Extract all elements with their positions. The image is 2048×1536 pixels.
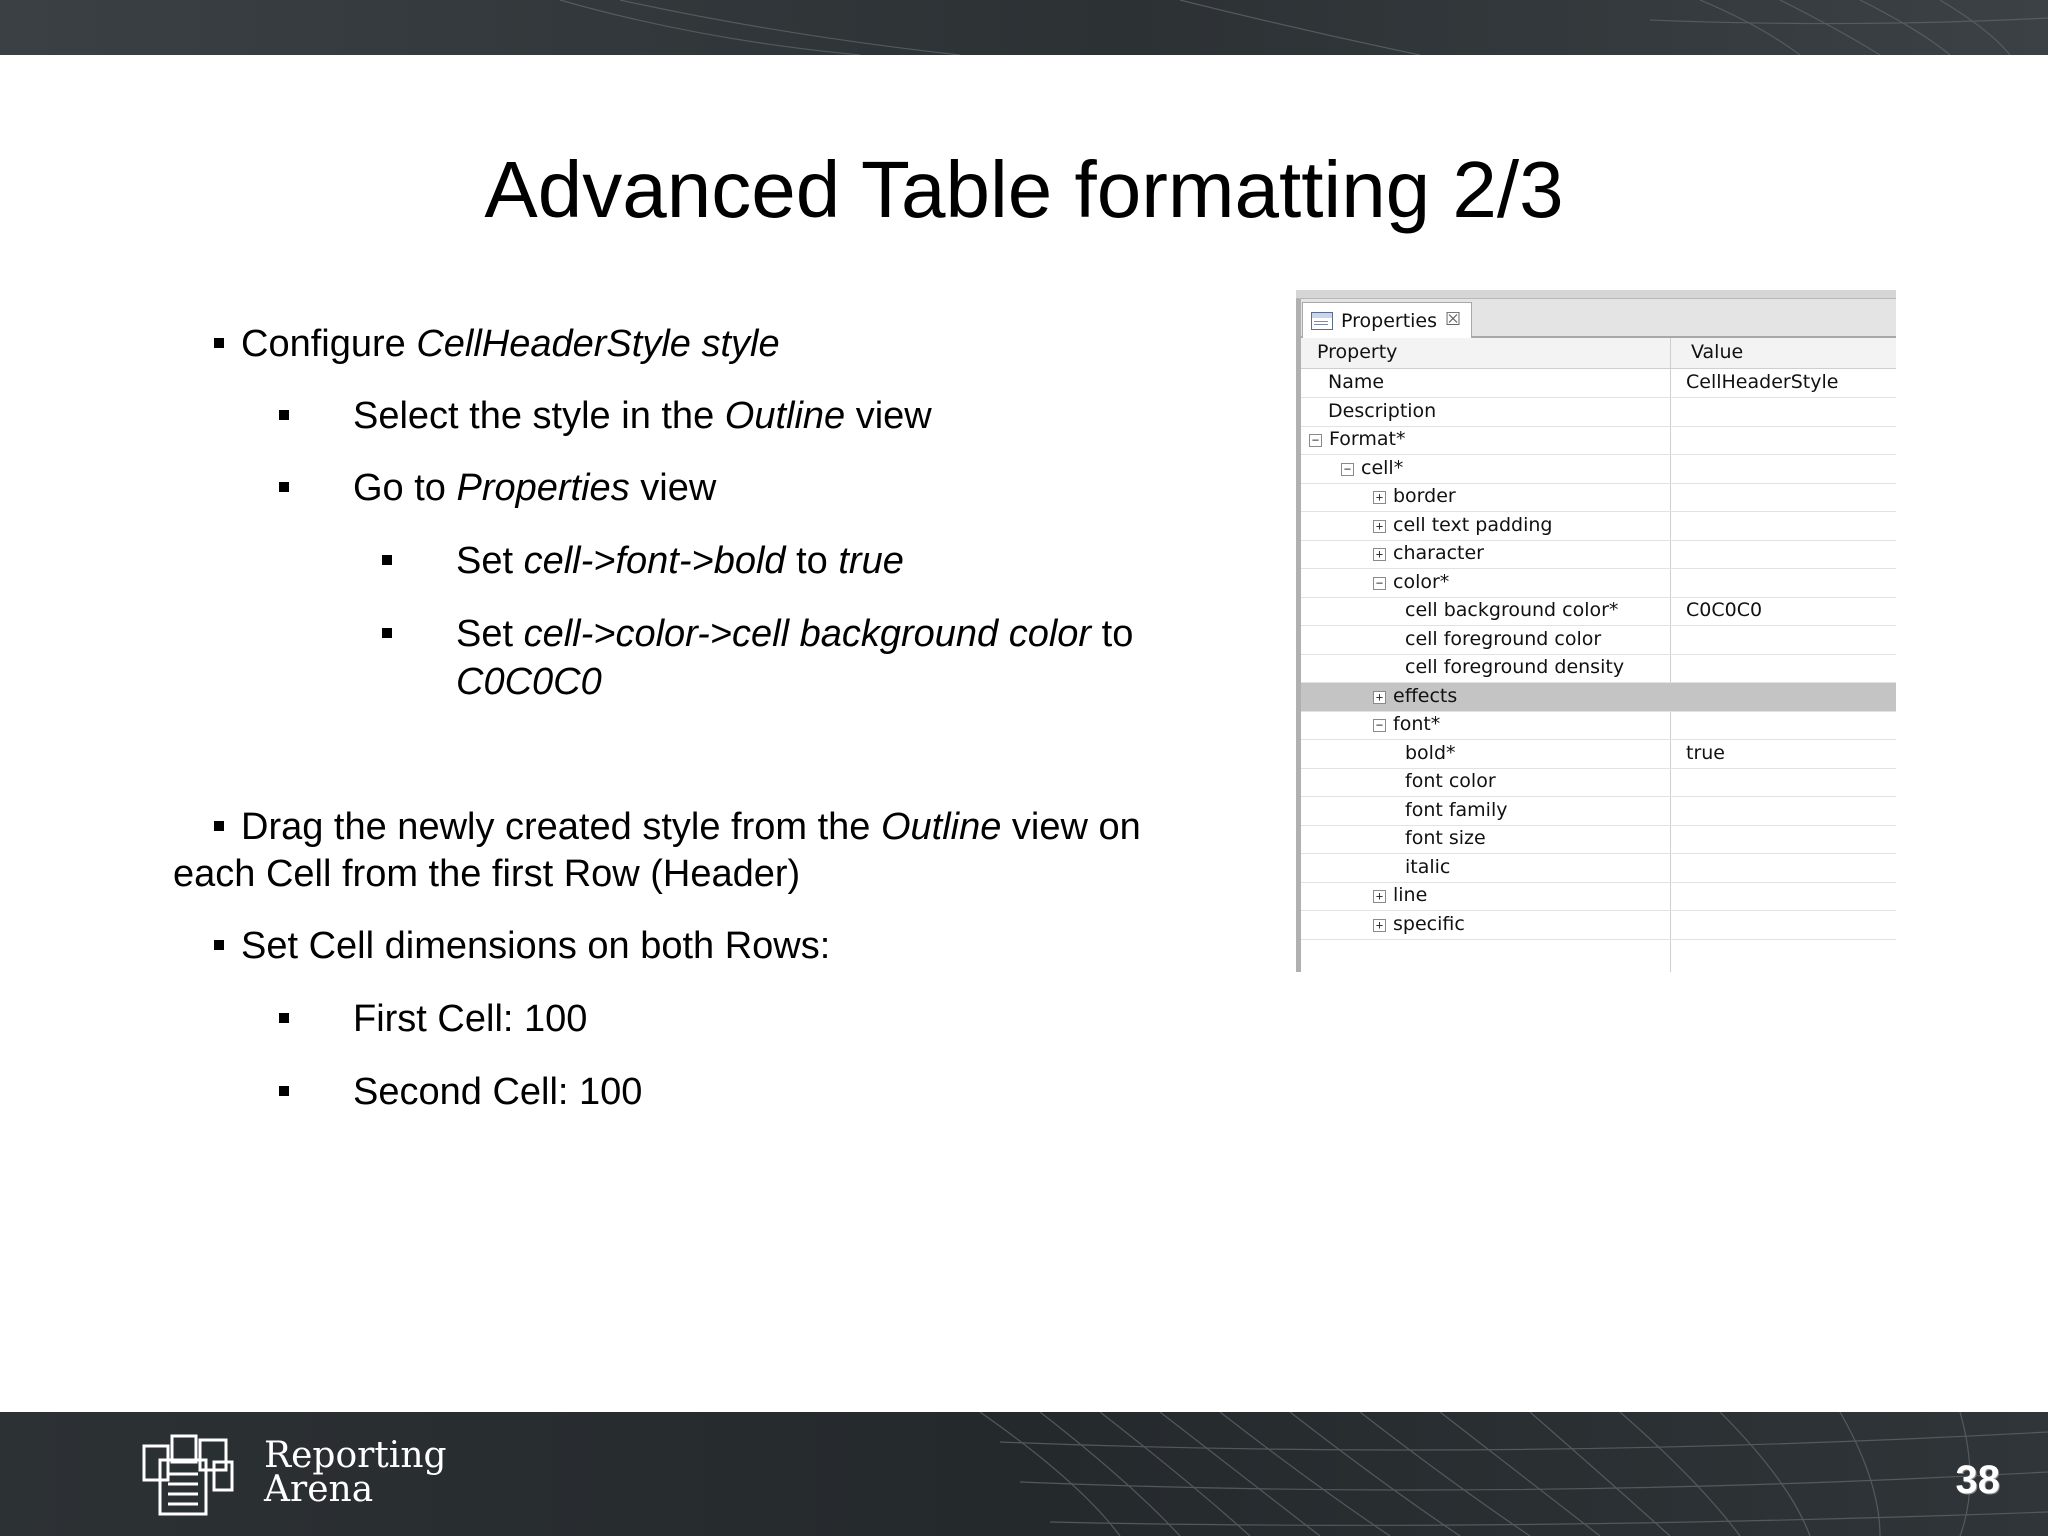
property-row[interactable] — [1301, 540, 1896, 569]
bullet-text: to — [1091, 613, 1134, 655]
expand-icon[interactable]: + — [1373, 548, 1386, 561]
close-icon[interactable]: ☒ — [1445, 309, 1462, 330]
bullet-text: view on — [1001, 806, 1141, 848]
property-row[interactable] — [1301, 825, 1896, 854]
property-name: character — [1393, 542, 1484, 564]
property-name: bold* — [1405, 741, 1456, 764]
bullet-text: Set — [456, 613, 524, 655]
property-name: font color — [1405, 770, 1496, 792]
logo-text-arena: Arena — [264, 1469, 374, 1510]
tab-properties-label: Properties — [1341, 310, 1438, 332]
bullet-first-cell — [353, 995, 587, 1043]
property-row[interactable] — [1301, 483, 1896, 512]
bullet-emphasis: Outline — [880, 806, 1002, 848]
bullet-drag-style — [241, 803, 1141, 851]
bullet-text: to — [785, 540, 839, 582]
bullet-set-background — [456, 610, 1133, 658]
reporting-arena-logo — [138, 1428, 458, 1520]
logo-documents-icon — [138, 1428, 248, 1520]
expand-icon[interactable]: + — [1373, 520, 1386, 533]
bullet-text: view — [845, 395, 932, 437]
bullet-emphasis: Outline — [724, 395, 846, 437]
property-row[interactable] — [1301, 369, 1896, 398]
bullet-select-style — [353, 392, 932, 440]
bullet-text: Second Cell: 100 — [353, 1071, 643, 1113]
bullet-square — [214, 940, 224, 950]
property-name: color* — [1393, 570, 1450, 593]
expand-icon[interactable]: + — [1373, 919, 1386, 932]
property-name: font size — [1405, 827, 1486, 849]
bullet-emphasis: cell->color->cell background color — [523, 613, 1092, 655]
property-row[interactable] — [1301, 626, 1896, 655]
property-row[interactable] — [1301, 654, 1896, 683]
property-name: cell* — [1361, 456, 1404, 479]
panel-top-border — [1296, 290, 1896, 299]
property-row[interactable] — [1301, 512, 1896, 541]
logo-text-reporting: Reporting — [264, 1435, 447, 1476]
property-name: cell background color* — [1405, 599, 1619, 621]
property-name: effects — [1393, 684, 1458, 707]
bullet-text: Drag the newly created style from the — [241, 806, 881, 848]
bullet-emphasis: C0C0C0 — [456, 661, 602, 703]
column-header-property[interactable]: Property — [1317, 341, 1398, 363]
properties-column-header — [1301, 338, 1896, 369]
expand-icon[interactable]: + — [1373, 691, 1386, 704]
property-row[interactable] — [1301, 882, 1896, 911]
tab-properties[interactable] — [1302, 302, 1472, 339]
bullet-square — [214, 821, 224, 831]
property-name: cell foreground density — [1405, 656, 1625, 678]
bullet-text: Set — [456, 540, 524, 582]
bullet-emphasis: cell->font->bold — [523, 540, 786, 582]
bullet-second-cell — [353, 1068, 642, 1116]
collapse-icon[interactable]: − — [1373, 719, 1386, 732]
property-row[interactable] — [1301, 398, 1896, 427]
bullet-set-bold — [456, 537, 904, 585]
bullet-square — [279, 482, 289, 492]
property-row[interactable] — [1301, 797, 1896, 826]
property-name: cell foreground color — [1405, 627, 1602, 650]
collapse-icon[interactable]: − — [1309, 434, 1322, 447]
bullet-text: view — [629, 467, 717, 509]
property-row[interactable] — [1301, 569, 1896, 598]
bullet-text: Configure — [241, 323, 417, 365]
property-row[interactable] — [1301, 711, 1896, 740]
page-number: 38 — [1955, 1458, 2000, 1502]
property-name: italic — [1405, 855, 1451, 878]
expand-icon[interactable]: + — [1373, 491, 1386, 504]
property-name: line — [1393, 884, 1428, 906]
property-name: Format* — [1329, 428, 1406, 450]
property-name: specific — [1393, 912, 1465, 935]
bullet-square — [382, 555, 392, 565]
bullet-text: Go to — [353, 467, 457, 509]
collapse-icon[interactable]: − — [1341, 463, 1354, 476]
bullet-list — [0, 0, 1240, 1150]
property-value[interactable]: true — [1686, 741, 1725, 764]
property-name: font* — [1393, 713, 1441, 735]
bullet-goto-properties — [353, 464, 716, 512]
bullet-emphasis: true — [838, 540, 904, 582]
bullet-emphasis: CellHeaderStyle style — [416, 323, 780, 365]
property-row[interactable] — [1301, 426, 1896, 455]
slide-title: Advanced Table formatting 2/3 — [484, 145, 1564, 234]
property-value[interactable]: CellHeaderStyle — [1686, 371, 1839, 393]
bullet-text: First Cell: 100 — [353, 998, 588, 1040]
collapse-icon[interactable]: − — [1373, 577, 1386, 590]
property-row[interactable] — [1301, 854, 1896, 883]
properties-table-icon — [1311, 312, 1333, 330]
column-header-value[interactable]: Value — [1691, 341, 1744, 363]
property-name: border — [1393, 485, 1456, 507]
property-row[interactable] — [1301, 740, 1896, 769]
property-row[interactable] — [1301, 768, 1896, 797]
bullet-emphasis: Properties — [456, 467, 630, 509]
property-row[interactable] — [1301, 683, 1896, 712]
bullet-set-background-continuation — [456, 658, 602, 706]
property-row[interactable] — [1301, 455, 1896, 484]
bullet-square — [214, 338, 224, 348]
bullet-text: Select the style in the — [353, 395, 725, 437]
bullet-square — [279, 1013, 289, 1023]
bullet-square — [279, 1086, 289, 1096]
bullet-square — [382, 628, 392, 638]
properties-panel-screenshot — [1296, 290, 1896, 972]
property-row[interactable] — [1301, 911, 1896, 940]
bullet-configure-style — [241, 320, 780, 368]
bullet-drag-style-continuation: each Cell from the first Row (Header) — [173, 853, 801, 895]
property-value[interactable]: C0C0C0 — [1686, 599, 1763, 621]
property-name: Description — [1328, 399, 1437, 422]
property-name: Name — [1328, 371, 1385, 393]
property-name: font family — [1405, 798, 1508, 821]
property-name: cell text padding — [1393, 513, 1553, 536]
bullet-square — [279, 410, 289, 420]
expand-icon[interactable]: + — [1373, 890, 1386, 903]
property-row[interactable] — [1301, 597, 1896, 626]
bullet-set-dimensions — [241, 922, 830, 970]
bullet-text: Set Cell dimensions on both Rows: — [241, 925, 831, 967]
